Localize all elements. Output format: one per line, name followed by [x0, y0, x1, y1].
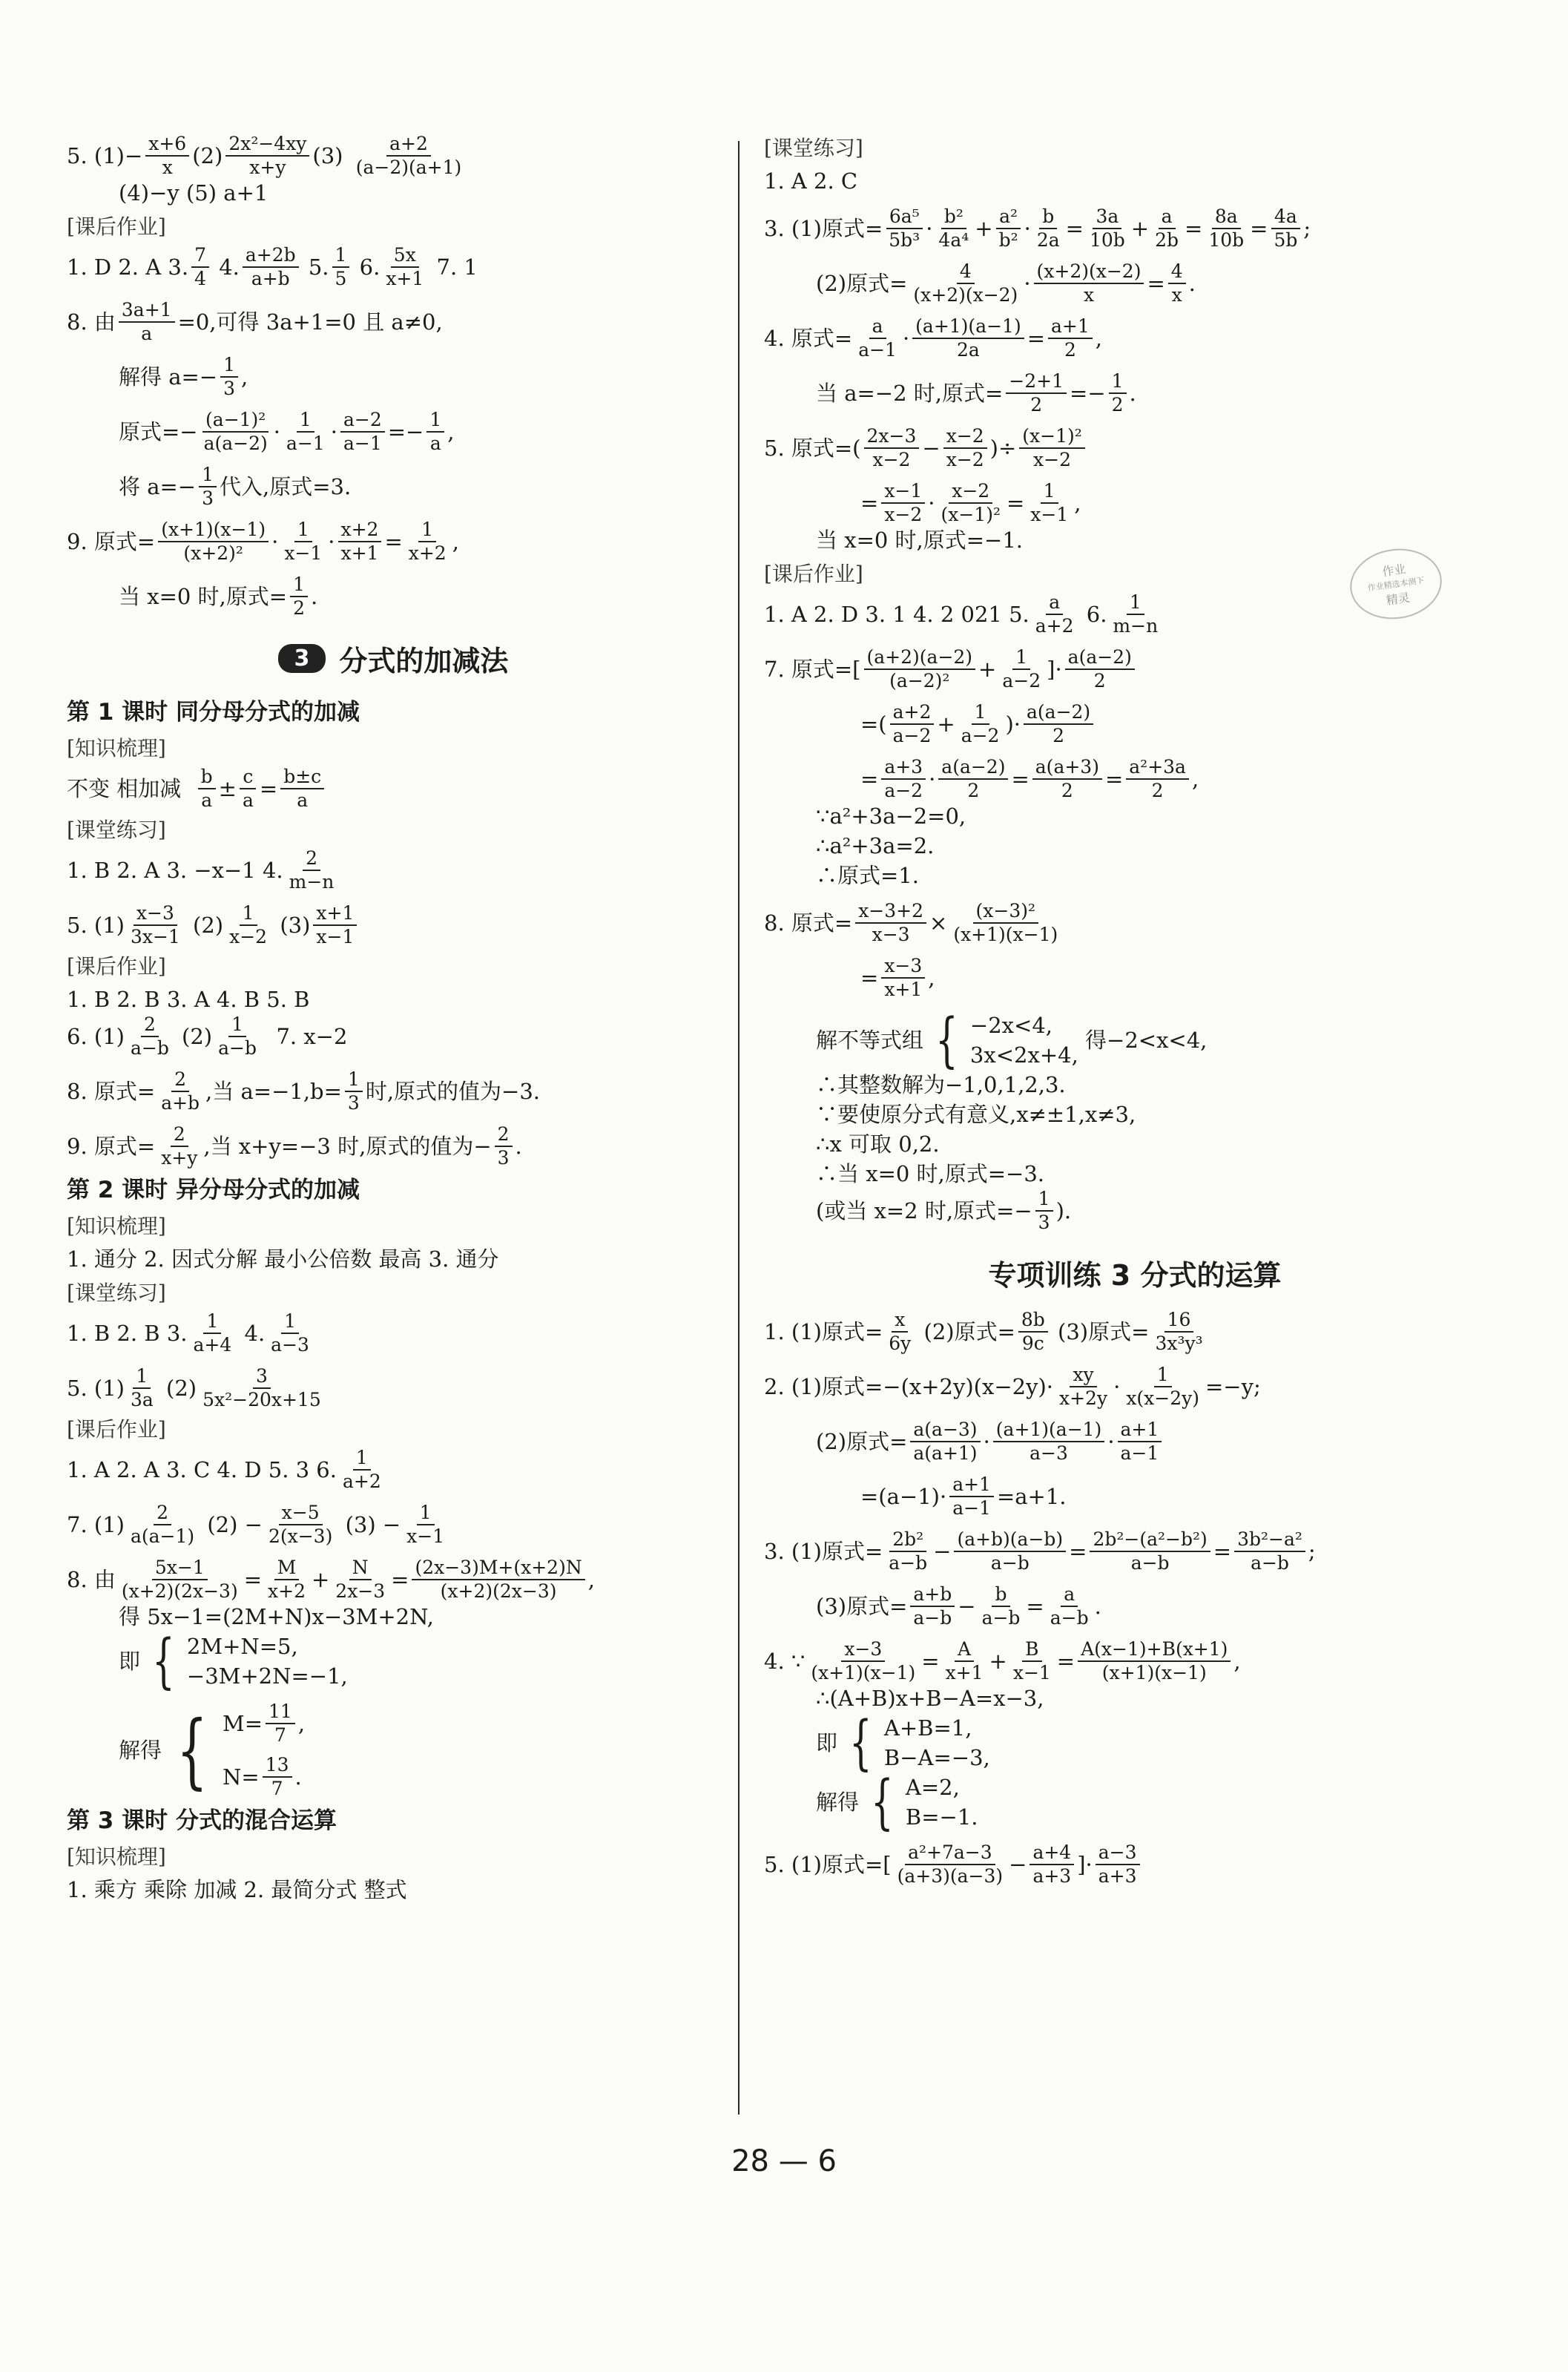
- fraction: $\frac{a+1}{2}$: [1048, 316, 1093, 361]
- homework-answer-7-step: ∴原式=1.: [816, 863, 919, 888]
- homework-answer-8: 8. 原式= $\frac{2}{a+b}$ ,当 a=−1,b= $\frac{1}{3}$ 时,原式的值为−3.: [67, 1068, 540, 1114]
- fraction: $\frac{1}{a-2}$: [961, 701, 1000, 746]
- homework-answer-9: 9. 原式= $\frac{2}{x+y}$ ,当 x+y=−3 时,原式的值为− $\frac{2}{3}$ .: [67, 1123, 522, 1169]
- fraction: $\frac{4}{x}$: [1168, 261, 1186, 306]
- homework-answers: 1. B 2. B 3. A 4. B 5. B: [67, 987, 310, 1012]
- section-label: [课后作业]: [67, 954, 166, 979]
- fraction: $\frac{(a+1)(a-1)}{a-3}$: [993, 1419, 1105, 1464]
- fraction: $\frac{1}{x+2}$: [408, 519, 447, 564]
- fraction: $\frac{a+1}{a-1}$: [1118, 1419, 1162, 1464]
- class-answers: 1. A 2. C: [764, 168, 858, 194]
- fraction: $\frac{1}{5}$: [332, 245, 350, 289]
- fraction: $\frac{(2x-3)M+(x+2)N}{(x+2)(2x-3)}$: [412, 1557, 584, 1602]
- fraction: $\frac{1}{a-3}$: [271, 1310, 309, 1356]
- equation-system: 即 { A+B=1, B−A=−3,: [816, 1708, 990, 1777]
- fraction: $\frac{4a}{5b}$: [1271, 206, 1300, 251]
- knowledge-answer: 1. 乘方 乘除 加减 2. 最简分式 整式: [67, 1877, 407, 1902]
- fraction: $\frac{16}{\text{3x³y³}}$: [1155, 1309, 1203, 1354]
- answer-8-step: 将 a=− $\frac{1}{3}$ 代入,原式=3.: [119, 464, 352, 509]
- fraction: $\frac{c}{a}$: [240, 766, 257, 811]
- fraction: $\frac{B}{x-1}$: [1012, 1638, 1051, 1683]
- fraction: $\frac{2}{m-n}$: [289, 847, 335, 893]
- fraction: $\frac{\text{a²+3a}}{2}$: [1126, 757, 1189, 801]
- class-answer-5-step: 当 x=0 时,原式=−1.: [816, 528, 1024, 553]
- fraction: $\frac{1}{2}$: [1109, 371, 1127, 415]
- class-answers: 1. B 2. B 3. $\frac{1}{a+4}$ 4. $\frac{1}{a-3}$: [67, 1311, 719, 1356]
- fraction: $\frac{a+2}{(a-2)(a+1)}$: [355, 133, 462, 178]
- fraction: $\frac{x}{6y}$: [889, 1309, 912, 1354]
- fraction: $\frac{x+1}{x-1}$: [313, 903, 357, 947]
- fraction: $\frac{b}{2a}$: [1036, 206, 1060, 251]
- fraction: $\frac{\text{(x−3)²}}{(x+1)(x-1)}$: [953, 900, 1058, 945]
- fraction: $\frac{1}{x-2}$: [229, 902, 268, 947]
- fraction: $\frac{x-5}{2(x-3)}$: [268, 1502, 333, 1547]
- answer-8-step: 解得 a=− $\frac{1}{3}$ ,: [119, 354, 248, 399]
- fraction: $\frac{3a}{10b}$: [1089, 206, 1125, 251]
- fraction: $\frac{1}{2}$: [290, 574, 308, 619]
- fraction: $\frac{x+6}{x}$: [145, 134, 189, 178]
- fraction: $\frac{1}{x(x-2y)}$: [1126, 1364, 1199, 1409]
- fraction: $\frac{a+1}{a-1}$: [949, 1474, 994, 1519]
- fraction: $\frac{(a+b)(a-b)}{a-b}$: [954, 1529, 1066, 1574]
- page-number: 28 — 6: [731, 2144, 837, 2178]
- section-heading: [67, 638, 719, 679]
- fraction: $\frac{xy}{x+2y}$: [1059, 1364, 1108, 1409]
- section-label: [课后作业]: [764, 562, 863, 586]
- column-divider: [738, 141, 739, 2115]
- fraction: $\frac{1}{3}$: [1035, 1189, 1053, 1233]
- homework-answer-8-step: ∴当 x=0 时,原式=−3.: [816, 1161, 1045, 1186]
- fraction: $\frac{\text{a²+7a−3}}{(a+3)(a-3)}$: [897, 1842, 1004, 1887]
- fraction: $\frac{a(a-2)}{2}$: [1065, 647, 1135, 691]
- special-answer-4: 4. ∵ $\frac{x-3}{(x+1)(x-1)}$ = $\frac{A}{x+1}$ + $\frac{B}{x-1}$ = $\frac{A(x-1)+B(x+1)}{(x+1)(x-1)}$ ,: [764, 1638, 1241, 1683]
- section-label: [课堂练习]: [67, 818, 166, 842]
- fraction: $\frac{\text{a²}}{\text{b²}}$: [996, 206, 1021, 251]
- fraction: $\frac{(x+1)(x-1)}{\text{(x+2)²}}$: [158, 519, 269, 564]
- class-answer-5-step: = $\frac{x-1}{x-2}$ · $\frac{x-2}{\text{(x−1)²}}$ = $\frac{1}{x-1}$ ,: [860, 480, 1081, 525]
- fraction: $\frac{1}{x-1}$: [406, 1502, 445, 1547]
- answer-8-step: 原式=− $\frac{\text{(a−1)²}}{a(a-2)}$ · $\frac{1}{a-1}$ · $\frac{a-2}{a-1}$ =− $\frac{1}{a}$ ,: [119, 409, 455, 454]
- section-label: [课堂练习]: [764, 136, 863, 160]
- fraction: $\frac{b\pm c}{a}$: [280, 766, 324, 811]
- homework-answer-8-step: (或当 x=2 时,原式=− $\frac{1}{3}$ ).: [816, 1188, 1072, 1233]
- fraction: $\frac{a+3}{a-2}$: [881, 757, 926, 801]
- fraction: $\frac{\text{2x²−4xy}}{x+y}$: [225, 134, 309, 178]
- fraction: $\frac{(a+2)(a-2)}{\text{(a−2)²}}$: [864, 647, 976, 691]
- fraction: $\frac{a+2}{a-2}$: [890, 702, 935, 746]
- homework-answers: 7. (1) $\frac{2}{a(a-1)}$ (2) − $\frac{x-5}{2(x-3)}$ (3) − $\frac{1}{x-1}$: [67, 1502, 719, 1547]
- fraction: $\frac{1}{3a}$: [130, 1365, 154, 1410]
- section-title: 分式的加减法: [339, 645, 509, 677]
- homework-answer-8-step: ∵要使原分式有意义,x≠±1,x≠3,: [816, 1102, 1136, 1127]
- fraction: $\frac{A(x-1)+B(x+1)}{(x+1)(x-1)}$: [1078, 1639, 1231, 1683]
- fraction: $\frac{\text{2b²−(a²−b²)}}{a-b}$: [1090, 1529, 1210, 1574]
- fraction: $\frac{\text{(x−1)²}}{x-2}$: [1019, 426, 1084, 470]
- fraction: $\frac{A}{x+1}$: [945, 1638, 984, 1683]
- fraction: $\frac{1}{a-2}$: [1002, 646, 1041, 691]
- fraction: $\frac{1}{3}$: [199, 464, 217, 509]
- fraction: $\frac{11}{7}$: [266, 1701, 295, 1746]
- fraction: $\frac{2}{a-b}$: [130, 1013, 169, 1059]
- fraction: $\frac{x+2}{x+1}$: [338, 519, 382, 564]
- fraction: $\frac{a+4}{a+3}$: [1030, 1842, 1074, 1887]
- class-answers: 5. (1) $\frac{1}{3a}$ (2) $\frac{3}{\text{5x²−20x+15}}$: [67, 1366, 719, 1410]
- fraction: $\frac{1}{3}$: [345, 1069, 363, 1114]
- class-answers: 5. (1) $\frac{x-3}{3x-1}$ (2) $\frac{1}{x-2}$ (3) $\frac{x+1}{x-1}$: [67, 903, 719, 947]
- special-answer-4-step: ∴(A+B)x+B−A=x−3,: [816, 1686, 1044, 1711]
- fraction: $\frac{3a+1}{a}$: [119, 300, 175, 344]
- class-answer-4: 4. 原式= $\frac{a}{a-1}$ · $\frac{(a+1)(a-1)}{2a}$ = $\frac{a+1}{2}$ ,: [764, 315, 1102, 361]
- fraction: $\frac{8b}{9c}$: [1018, 1310, 1048, 1354]
- fraction: $\frac{x-2}{x-2}$: [943, 426, 987, 470]
- section-label: [知识梳理]: [67, 736, 166, 760]
- lesson-title: 第 2 课时 异分母分式的加减: [67, 1177, 360, 1203]
- fraction: $\frac{2}{x+y}$: [161, 1123, 198, 1169]
- lesson-title: 第 3 课时 分式的混合运算: [67, 1807, 337, 1834]
- fraction: $\frac{1}{a-b}$: [218, 1013, 257, 1059]
- homework-answers: 6. (1) $\frac{2}{a-b}$ (2) $\frac{1}{a-b}$ 7. x−2: [67, 1013, 348, 1059]
- fraction: $\frac{a(a-2)}{2}$: [938, 757, 1008, 801]
- fraction: $\frac{5x}{x+1}$: [386, 244, 424, 289]
- homework-answer-8: 8. 由 $\frac{5x-1}{(x+2)(2x-3)}$ = $\frac{M}{x+2}$ + $\frac{N}{2x-3}$ = $\frac{(2x-3)M+(x+2)N}{(x+2)(2x-3)}$ ,: [67, 1557, 595, 1602]
- fraction: $\frac{2}{a+b}$: [161, 1068, 200, 1114]
- fraction: $\frac{13}{7}$: [263, 1755, 292, 1799]
- knowledge-answer: 1. 通分 2. 因式分解 最小公倍数 最高 3. 通分: [67, 1246, 499, 1272]
- fraction: $\frac{a(a-3)}{a(a+1)}$: [910, 1419, 980, 1464]
- homework-answer-7-step: ∴a²+3a=2.: [816, 833, 935, 858]
- lesson-title: 第 1 课时 同分母分式的加减: [67, 699, 360, 726]
- inequality-system: 解不等式组 { −2x<4, 3x<2x+4, 得−2<x<4,: [816, 1005, 1208, 1074]
- special-answer-3: 3. (1)原式= $\frac{\text{2b²}}{a-b}$ − $\frac{(a+b)(a-b)}{a-b}$ = $\frac{\text{2b²−(a²−b²)}}{a-b}$ = $\frac{\text{3b²−a²}}{a-b}$ ;: [764, 1528, 1316, 1574]
- fraction: $\frac{4}{(x+2)(x-2)}$: [913, 260, 1018, 306]
- special-answer-2-part2: (2)原式= $\frac{a(a-3)}{a(a+1)}$ · $\frac{(a+1)(a-1)}{a-3}$ · $\frac{a+1}{a-1}$: [764, 1419, 1506, 1464]
- special-answer-3-part3: (3)原式= $\frac{a+b}{a-b}$ − $\frac{b}{a-b}$ = $\frac{a}{a-b}$ .: [816, 1583, 1101, 1629]
- fraction: $\frac{x-3}{x+1}$: [881, 956, 925, 1000]
- class-answers: 1. B 2. A 3. −x−1 4. $\frac{2}{m-n}$: [67, 848, 719, 893]
- fraction: $\frac{1}{a+2}$: [342, 1447, 381, 1492]
- answer-8: 8. 由 $\frac{3a+1}{a}$ =0,可得 3a+1=0 且 a≠0,: [67, 299, 443, 344]
- fraction: $\frac{-2+1}{2}$: [1006, 371, 1067, 415]
- section-label: [知识梳理]: [67, 1844, 166, 1869]
- fraction: $\frac{2x-3}{x-2}$: [864, 426, 920, 470]
- homework-answers: 1. D 2. A 3. $\frac{7}{4}$ 4. $\frac{a+2b}{a+b}$ 5. $\frac{1}{5}$ 6. $\frac{5x}{x+1}$ 7. 1: [67, 244, 478, 289]
- special-answer-5: 5. (1)原式=[ $\frac{\text{a²+7a−3}}{(a+3)(a-3)}$ − $\frac{a+4}{a+3}$ ]· $\frac{a-3}{a+3}$: [764, 1842, 1506, 1887]
- fraction: $\frac{2}{3}$: [495, 1124, 513, 1169]
- fraction: $\frac{x-1}{x-2}$: [881, 481, 925, 525]
- fraction: $\frac{7}{4}$: [191, 245, 209, 289]
- fraction: $\frac{1}{m-n}$: [1113, 591, 1159, 637]
- answer-9-step: 当 x=0 时,原式= $\frac{1}{2}$ .: [119, 574, 318, 619]
- fraction: $\frac{3}{\text{5x²−20x+15}}$: [202, 1365, 321, 1410]
- fraction: $\frac{8a}{10b}$: [1208, 206, 1245, 251]
- section-heading: [764, 1252, 1506, 1293]
- watermark-stamp: 作业 作业精选本测下 精灵: [1345, 543, 1446, 625]
- fraction: $\frac{1}{a}$: [426, 410, 444, 454]
- fraction: $\frac{x-2}{\text{(x−1)²}}$: [941, 480, 1001, 525]
- homework-answer-8: 8. 原式= $\frac{x-3+2}{x-3}$ × $\frac{\text{(x−3)²}}{(x+1)(x-1)}$: [764, 901, 1506, 945]
- fraction: $\frac{\text{2b²}}{a-b}$: [889, 1528, 928, 1574]
- equation-system: 解得 { M= $\frac{11}{7}$ , N= $\frac{13}{7}$ .: [119, 1701, 306, 1799]
- fraction: $\frac{N}{2x-3}$: [335, 1557, 386, 1602]
- fraction: $\frac{\text{3b²−a²}}{a-b}$: [1234, 1529, 1305, 1574]
- fraction: $\frac{x-3}{(x+1)(x-1)}$: [811, 1638, 916, 1683]
- fraction: $\frac{\text{b²}}{\text{4a⁴}}$: [938, 206, 969, 251]
- fraction: $\frac{5x-1}{(x+2)(2x-3)}$: [121, 1557, 238, 1602]
- fraction: $\frac{b}{a-b}$: [981, 1583, 1021, 1629]
- knowledge-answer: 不变 相加减 $\frac{b}{a}$ ± $\frac{c}{a}$ = $\frac{b\pm c}{a}$: [67, 766, 719, 811]
- class-answer-4-step: 当 a=−2 时,原式= $\frac{-2+1}{2}$ =− $\frac{1}{2}$ .: [816, 370, 1136, 415]
- homework-answers: 1. A 2. A 3. C 4. D 5. 3 6. $\frac{1}{a+2}$: [67, 1448, 719, 1492]
- homework-answer-8-step: ∴x 可取 0,2.: [816, 1131, 940, 1157]
- answer-5: 5. (1)− $\frac{x+6}{x}$ (2) $\frac{\text{2x²−4xy}}{x+y}$ (3) $\frac{a+2}{(a-2)(a+1)}$: [67, 134, 719, 178]
- answer-5-cont: (4)−y (5) a+1: [119, 180, 269, 206]
- homework-answer-8-step: ∴其整数解为−1,0,1,2,3.: [816, 1072, 1066, 1097]
- fraction: $\frac{a}{a-b}$: [1050, 1583, 1089, 1629]
- fraction: $\frac{(a+1)(a-1)}{2a}$: [912, 316, 1024, 361]
- fraction: $\frac{M}{x+2}$: [268, 1557, 306, 1602]
- equation-system: 即 { 2M+N=5, −3M+2N=−1,: [119, 1626, 348, 1695]
- left-column: [67, 134, 719, 1905]
- section-label: [知识梳理]: [67, 1214, 166, 1238]
- fraction: $\frac{a-2}{a-1}$: [340, 410, 385, 454]
- fraction: $\frac{(x+2)(x-2)}{x}$: [1034, 261, 1144, 306]
- homework-answer-7-step: = $\frac{a+3}{a-2}$ · $\frac{a(a-2)}{2}$ = $\frac{a(a+3)}{2}$ = $\frac{\text{a²+3a}}{2}$ ,: [860, 756, 1199, 801]
- section-label: [课堂练习]: [67, 1281, 166, 1305]
- fraction: $\frac{a+b}{a-b}$: [910, 1584, 955, 1629]
- fraction: $\frac{1}{a+4}$: [193, 1310, 232, 1356]
- right-column: [764, 134, 1506, 1887]
- fraction: $\frac{a(a+3)}{2}$: [1032, 757, 1102, 801]
- fraction: $\frac{1}{x-1}$: [284, 519, 323, 564]
- homework-answer-8-step: 得 5x−1=(2M+N)x−3M+2N,: [119, 1604, 434, 1629]
- fraction: $\frac{b}{a}$: [198, 766, 216, 811]
- fraction: $\frac{a+2b}{a+b}$: [243, 245, 299, 289]
- section-number-badge: 3: [278, 644, 326, 673]
- homework-answer-7-step: =( $\frac{a+2}{a-2}$ + $\frac{1}{a-2}$ )· $\frac{a(a-2)}{2}$: [764, 702, 1506, 746]
- class-answer-5: 5. 原式=( $\frac{2x-3}{x-2}$ − $\frac{x-2}{x-2}$ )÷ $\frac{\text{(x−1)²}}{x-2}$: [764, 426, 1506, 470]
- homework-answers: 1. A 2. D 3. 1 4. 2 021 5. $\frac{a}{a+2}$ 6. $\frac{1}{m-n}$: [764, 592, 1506, 637]
- special-answer-1: 1. (1)原式= $\frac{x}{6y}$ (2)原式= $\frac{8b}{9c}$ (3)原式= $\frac{16}{\text{3x³y³}}$: [764, 1310, 1506, 1354]
- fraction: $\frac{1}{3}$: [220, 355, 238, 399]
- section-label: [课后作业]: [67, 1417, 166, 1442]
- fraction: $\frac{\text{(a−1)²}}{a(a-2)}$: [203, 409, 268, 454]
- fraction: $\frac{a}{a+2}$: [1035, 591, 1074, 637]
- fraction: $\frac{x-3}{3x-1}$: [130, 902, 180, 947]
- fraction: $\frac{a}{2b}$: [1155, 206, 1179, 251]
- fraction: $\frac{1}{a-1}$: [286, 409, 325, 454]
- special-training-title: 专项训练 3 分式的运算: [988, 1259, 1282, 1292]
- equation-system: 解得 { A=2, B=−1.: [816, 1767, 978, 1836]
- fraction: $\frac{1}{x-1}$: [1030, 480, 1069, 525]
- homework-answer-7-step: ∵a²+3a−2=0,: [816, 804, 966, 829]
- class-answer-3-part2: (2)原式= $\frac{4}{(x+2)(x-2)}$ · $\frac{(x+2)(x-2)}{x}$ = $\frac{4}{x}$ .: [816, 260, 1196, 306]
- homework-answer-7: 7. 原式=[ $\frac{(a+2)(a-2)}{\text{(a−2)²}}$ + $\frac{1}{a-2}$ ]· $\frac{a(a-2)}{2}$: [764, 647, 1506, 691]
- class-answer-3: 3. (1)原式= $\frac{\text{6a⁵}}{\text{5b³}}$ · $\frac{\text{b²}}{\text{4a⁴}}$ + $\frac{\text{a²}}{\text{b²}}$ · $\frac{b}{2a}$ = $\frac{3a}{10b}$ + $\frac{a}{2b}$ = $\frac{8a}{10b}$ = $\frac{4a}{5b}$ ;: [764, 206, 1311, 251]
- answer-9: 9. 原式= $\frac{(x+1)(x-1)}{\text{(x+2)²}}$ · $\frac{1}{x-1}$ · $\frac{x+2}{x+1}$ = $\frac{1}{x+2}$ ,: [67, 519, 459, 564]
- special-answer-2: 2. (1)原式=−(x+2y)(x−2y)· $\frac{xy}{x+2y}$ · $\frac{1}{x(x-2y)}$ =−y;: [764, 1364, 1261, 1409]
- section-label: [课后作业]: [67, 214, 166, 239]
- fraction: $\frac{x-3+2}{x-3}$: [855, 901, 926, 945]
- fraction: $\frac{2}{a(a-1)}$: [130, 1502, 195, 1547]
- fraction: $\frac{a-3}{a+3}$: [1096, 1842, 1140, 1887]
- special-answer-2-step: =(a−1)· $\frac{a+1}{a-1}$ =a+1.: [860, 1474, 1067, 1519]
- fraction: $\frac{a}{a-1}$: [858, 315, 897, 361]
- fraction: $\frac{\text{6a⁵}}{\text{5b³}}$: [886, 206, 923, 251]
- fraction: $\frac{a(a-2)}{2}$: [1024, 702, 1093, 746]
- homework-answer-8-step: = $\frac{x-3}{x+1}$ ,: [860, 955, 935, 1000]
